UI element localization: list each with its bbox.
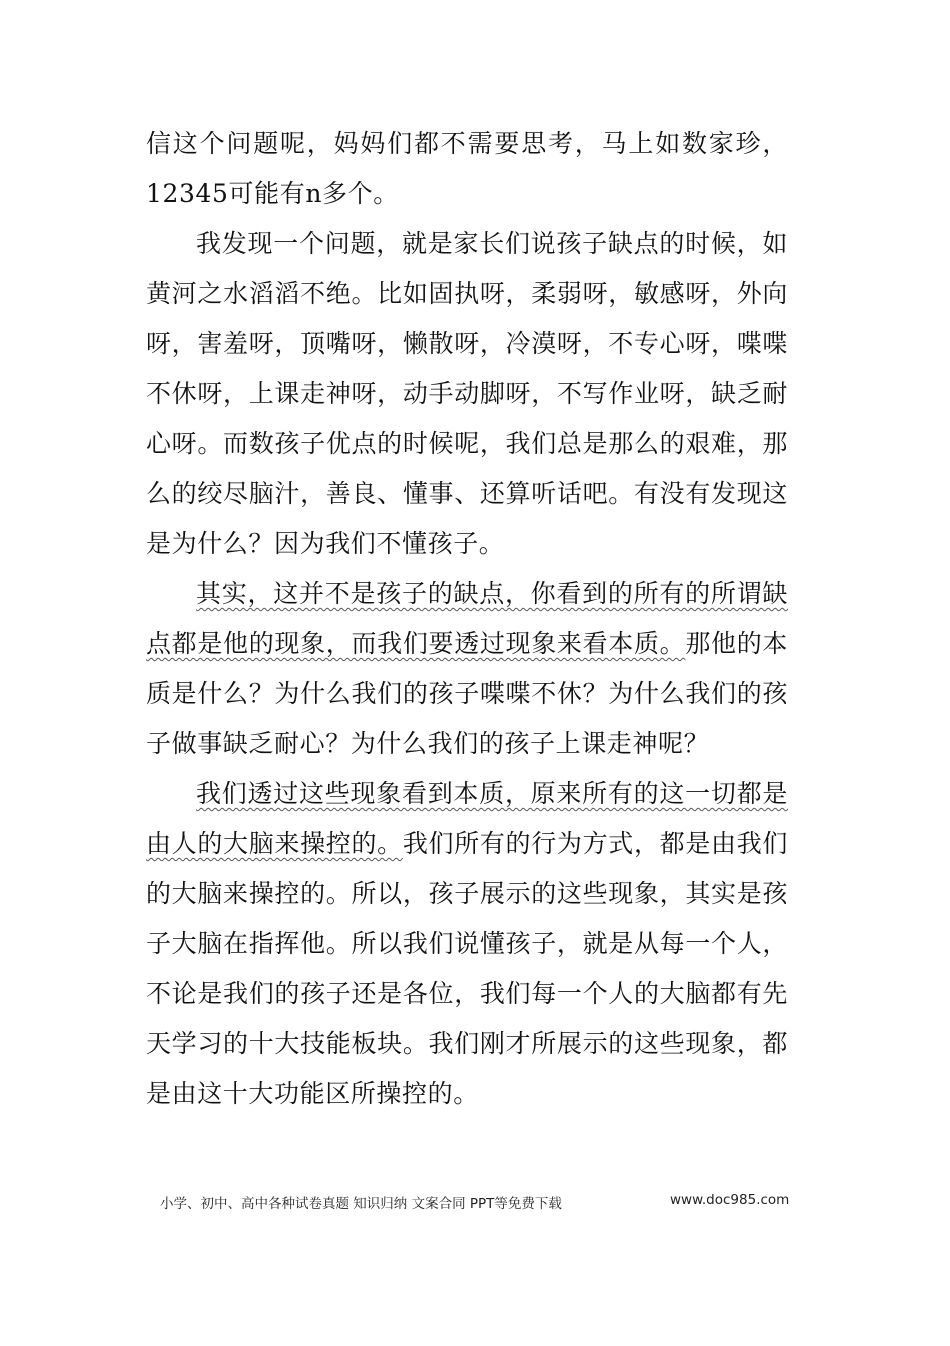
paragraph-3-underlined-text: 其实，这并不是孩子的缺点，你看到的所有的所谓缺点都是他的现象，而我们要透过现象来看本质。 [146, 579, 788, 658]
paragraph-3 [146, 569, 788, 769]
paragraph-2-text: 我发现一个问题，就是家长们说孩子缺点的时候，如黄河之水滔滔不绝。比如固执呀，柔弱呀，敏感呀，外向呀，害羞呀，顶嘴呀，懒散呀，冷漠呀，不专心呀，喋喋不休呀，上课走神呀，动手动脚呀，不写作业呀，缺乏耐心呀。而数孩子优点的时候呢，我们总是那么的艰难，那么的绞尽脑汁，善良、懂事、还算听话吧。有没有发现这是为什么？因为我们不懂孩子。 [146, 229, 788, 558]
paragraph-3-text: 那他的本质是什么？为什么我们的孩子喋喋不休？为什么我们的孩子做事缺乏耐心？为什么我们的孩子上课走神呢？ [146, 629, 788, 758]
footer-site: www.doc985.com [670, 1192, 790, 1208]
document-body [146, 119, 788, 1119]
paragraph-4-text: 我们所有的行为方式，都是由我们的大脑来操控的。所以，孩子展示的这些现象，其实是孩子大脑在指挥他。所以我们说懂孩子，就是从每一个人，不论是我们的孩子还是各位，我们每一个人的大脑都有先天学习的十大技能板块。我们刚才所展示的这些现象，都是由这十大功能区所操控的。 [146, 829, 788, 1108]
paragraph-4-underlined-text: 我们透过这些现象看到本质，原来所有的这一切都是由人的大脑来操控的。 [146, 779, 788, 858]
paragraph-4 [146, 769, 788, 1119]
page-footer [160, 1192, 800, 1212]
paragraph-2 [146, 219, 788, 569]
footer-text: 小学、初中、高中各种试卷真题 知识归纳 文案合同 PPT等免费下载 [160, 1196, 562, 1212]
paragraph-1 [146, 119, 788, 219]
paragraph-1-text: 信这个问题呢，妈妈们都不需要思考，马上如数家珍，12345可能有n多个。 [146, 129, 788, 208]
